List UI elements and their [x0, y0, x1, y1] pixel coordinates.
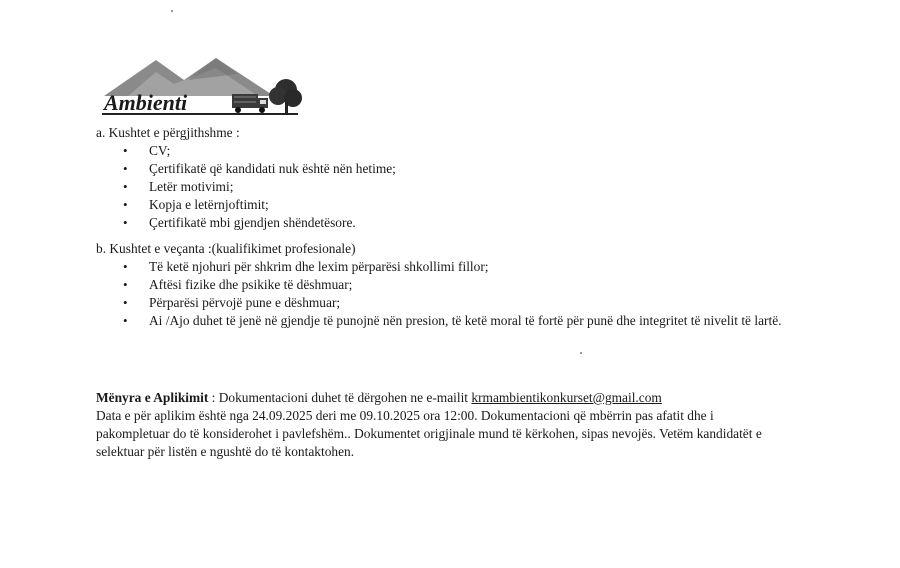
list-item: • Të ketë njohuri për shkrim dhe lexim përparësi shkollimi fillor; [96, 258, 789, 276]
application-section [96, 389, 796, 461]
general-requirements-section [96, 124, 396, 232]
list-item: • Ai /Ajo duhet të jenë në gjendje të punojnë nën presion, të ketë moral të fortë për punë dhe integritet të nivelit të lartë. [96, 312, 789, 330]
list-item: • CV; [96, 142, 396, 160]
application-paragraph [96, 389, 786, 407]
special-requirements-heading: b. Kushtet e veçanta :(kualifikimet profesionale) [96, 241, 356, 256]
scan-speck [171, 10, 173, 12]
general-requirements-list [96, 142, 396, 232]
list-item: • Aftësi fizike dhe psikike të dëshmuar; [96, 276, 789, 294]
general-requirements-heading: a. Kushtet e përgjithshme : [96, 125, 240, 140]
list-item: • Përparësi përvojë pune e dëshmuar; [96, 294, 789, 312]
special-requirements-section [96, 240, 789, 330]
application-details: Data e për aplikim është nga 24.09.2025 deri me 09.10.2025 ora 12:00. Dokumentacioni që mbërrin pas afatit dhe i pakompletuar do të konsiderohet i pavlefshëm.. Dokumentet origjinale mund të kërkohen, sipas nevojës. Vetëm kandidatët e selektuar për listën e ngushtë do të kontaktohen. [96, 408, 762, 459]
application-label: Mënyra e Aplikimit [96, 390, 209, 405]
list-item: • Kopja e letërnjoftimit; [96, 196, 396, 214]
special-requirements-list [96, 258, 789, 330]
company-logo [98, 50, 308, 122]
list-item: • Çertifikatë mbi gjendjen shëndetësore. [96, 214, 396, 232]
application-email-link[interactable]: krmambientikonkurset@gmail.com [471, 390, 662, 405]
application-colon: : [208, 390, 219, 405]
scan-speck [580, 352, 582, 354]
application-intro: Dokumentacioni duhet të dërgohen ne e-mailit [218, 390, 472, 405]
logo-wordmark: Ambienti [104, 90, 188, 115]
mountains-logo-graphic [98, 50, 308, 122]
list-item: • Letër motivimi; [96, 178, 396, 196]
list-item: • Çertifikatë që kandidati nuk është nën hetime; [96, 160, 396, 178]
